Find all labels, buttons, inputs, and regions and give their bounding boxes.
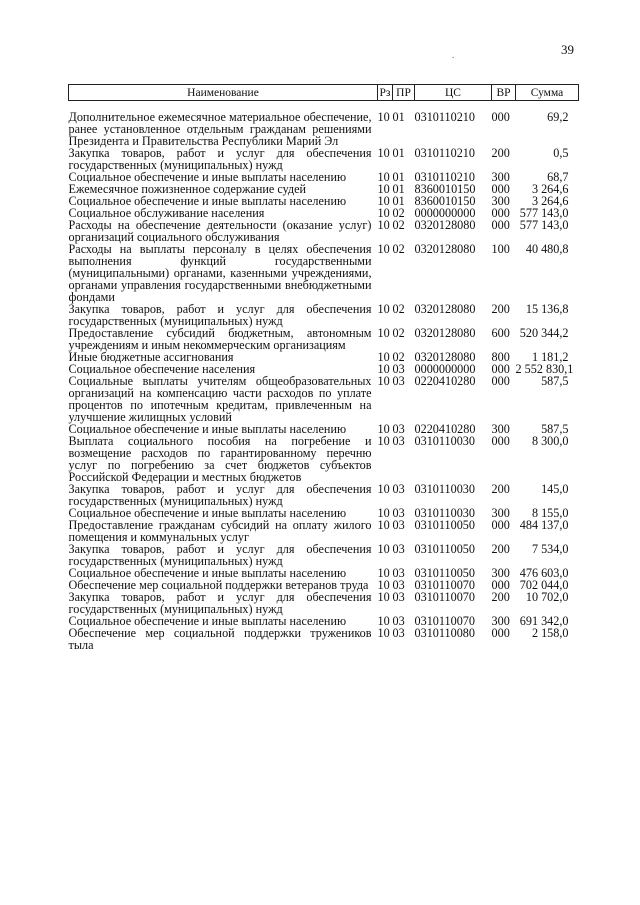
cell-vr: 200 xyxy=(491,590,510,604)
cell-name: Ежемесячное пожизненное содержание судей xyxy=(68,182,307,196)
cell-vr: 300 xyxy=(491,422,510,436)
cell-vr: 000 xyxy=(491,182,510,196)
cell-cs: 0220410280 xyxy=(414,374,476,388)
cell-rz: 10 xyxy=(377,326,390,340)
cell-sum: 10 702,0 xyxy=(525,590,569,604)
cell-vr: 300 xyxy=(491,614,510,628)
cell-rz: 10 xyxy=(377,422,390,436)
cell-name: Иные бюджетные ассигнования xyxy=(68,350,234,364)
cell-cs: 0320128080 xyxy=(414,218,476,232)
cell-vr: 200 xyxy=(491,146,510,160)
cell-pr: 02 xyxy=(392,242,405,256)
cell-vr: 000 xyxy=(491,434,510,448)
cell-pr: 01 xyxy=(392,170,405,184)
cell-name: Расходы на выплаты персоналу в целях обеспечения выполнения функций государственными (муниципальными) органами, казенными учреждениями, органами управления государственными внебюджетными фондами xyxy=(68,242,372,304)
cell-sum: 145,0 xyxy=(541,482,569,496)
cell-rz: 10 xyxy=(377,542,390,556)
cell-name: Социальное обеспечение и иные выплаты населению xyxy=(68,194,347,208)
table-row xyxy=(69,483,579,507)
cell-vr: 800 xyxy=(491,350,510,364)
cell-pr: 03 xyxy=(392,542,405,556)
cell-sum: 68,7 xyxy=(547,170,569,184)
table-row xyxy=(69,375,579,423)
cell-pr: 02 xyxy=(392,206,405,220)
cell-vr: 000 xyxy=(491,206,510,220)
table-header xyxy=(69,85,579,101)
cell-name: Закупка товаров, работ и услуг для обеспечения государственных (муниципальных) нужд xyxy=(68,482,372,508)
table-row xyxy=(69,327,579,351)
cell-vr: 200 xyxy=(491,302,510,316)
cell-rz: 10 xyxy=(377,194,390,208)
cell-rz: 10 xyxy=(377,590,390,604)
cell-vr: 000 xyxy=(491,362,510,376)
cell-cs: 0220410280 xyxy=(414,422,476,436)
cell-name: Социальное обеспечение и иные выплаты населению xyxy=(68,506,347,520)
cell-pr: 03 xyxy=(392,614,405,628)
cell-pr: 02 xyxy=(392,350,405,364)
cell-cs: 0310110070 xyxy=(414,590,475,604)
cell-rz: 10 xyxy=(377,206,390,220)
cell-rz: 10 xyxy=(377,110,390,124)
cell-pr: 03 xyxy=(392,482,405,496)
cell-cs: 0310110210 xyxy=(414,146,475,160)
cell-rz: 10 xyxy=(377,146,390,160)
cell-vr: 200 xyxy=(491,542,510,556)
cell-cs: 0310110070 xyxy=(414,614,475,628)
cell-name: Социальное обеспечение и иные выплаты населению xyxy=(68,422,347,436)
cell-pr: 03 xyxy=(392,590,405,604)
page-number: 39 xyxy=(561,42,574,57)
cell-pr: 01 xyxy=(392,146,405,160)
cell-vr: 300 xyxy=(491,566,510,580)
cell-name: Расходы на обеспечение деятельности (оказание услуг) организаций социального обслуживания xyxy=(68,218,372,244)
cell-name: Обеспечение мер социальной поддержки ветеранов труда xyxy=(68,578,369,592)
table-row xyxy=(69,591,579,615)
cell-sum: 7 534,0 xyxy=(531,542,569,556)
cell-cs: 0310110080 xyxy=(414,626,475,640)
cell-pr: 03 xyxy=(392,506,405,520)
cell-name: Закупка товаров, работ и услуг для обеспечения государственных (муниципальных) нужд xyxy=(68,542,372,568)
cell-rz: 10 xyxy=(377,614,390,628)
cell-vr: 200 xyxy=(491,482,510,496)
cell-name: Социальные выплаты учителям общеобразовательных организаций на компенсацию части расходов по уплате процентов по ипотечным кредитам, привлеченным на улучшение жилищных условий xyxy=(68,374,372,424)
cell-name: Обеспечение мер социальной поддержки тружеников тыла xyxy=(68,626,372,652)
table-row xyxy=(69,435,579,483)
cell-rz: 10 xyxy=(377,482,390,496)
cell-sum: 69,2 xyxy=(547,110,569,124)
cell-pr: 03 xyxy=(392,566,405,580)
cell-name: Предоставление гражданам субсидий на оплату жилого помещения и коммунальных услуг xyxy=(68,518,372,544)
cell-name: Закупка товаров, работ и услуг для обеспечения государственных (муниципальных) нужд xyxy=(68,590,372,616)
cell-pr: 03 xyxy=(392,422,405,436)
header-rz: Рз xyxy=(378,85,393,101)
table-row xyxy=(69,543,579,567)
cell-sum: 520 344,2 xyxy=(519,326,569,340)
cell-cs: 0320128080 xyxy=(414,242,476,256)
cell-rz: 10 xyxy=(377,242,390,256)
cell-vr: 100 xyxy=(491,242,510,256)
header-sum: Сумма xyxy=(516,85,579,101)
cell-vr: 300 xyxy=(491,170,510,184)
cell-rz: 10 xyxy=(377,518,390,532)
table-row xyxy=(69,147,579,171)
cell-rz: 10 xyxy=(377,302,390,316)
cell-cs: 0000000000 xyxy=(414,362,476,376)
table-row xyxy=(69,519,579,543)
cell-pr: 03 xyxy=(392,518,405,532)
cell-rz: 10 xyxy=(377,374,390,388)
cell-sum: 1 181,2 xyxy=(531,350,569,364)
cell-pr: 01 xyxy=(392,194,405,208)
cell-name: Выплата социального пособия на погребение и возмещение расходов по гарантированному перечню услуг по погребению за счет бюджетов субъектов Российской Федерации и местных бюджетов xyxy=(68,434,372,484)
cell-name: Социальное обслуживание населения xyxy=(68,206,265,220)
cell-vr: 000 xyxy=(491,374,510,388)
header-vr: ВР xyxy=(492,85,516,101)
cell-sum: 3 264,6 xyxy=(531,194,569,208)
cell-sum: 2 158,0 xyxy=(531,626,569,640)
cell-vr: 300 xyxy=(491,506,510,520)
cell-cs: 0310110050 xyxy=(414,566,475,580)
cell-rz: 10 xyxy=(377,218,390,232)
cell-rz: 10 xyxy=(377,362,390,376)
table-row xyxy=(69,101,579,148)
cell-pr: 02 xyxy=(392,302,405,316)
cell-name: Предоставление субсидий бюджетным, автономным учреждениям и иным некоммерческим организациям xyxy=(68,326,372,352)
cell-vr: 000 xyxy=(491,110,510,124)
cell-name: Дополнительное ежемесячное материальное обеспечение, ранее установленное отдельным гражданам решениями Президента и Правительства Республики Марий Эл xyxy=(68,110,372,148)
cell-cs: 0310110070 xyxy=(414,578,475,592)
cell-pr: 01 xyxy=(392,182,405,196)
scan-dot: . xyxy=(452,50,455,60)
cell-cs: 0310110030 xyxy=(414,482,475,496)
cell-cs: 0310110050 xyxy=(414,542,475,556)
table-row xyxy=(69,243,579,303)
table-row xyxy=(69,219,579,243)
cell-pr: 02 xyxy=(392,326,405,340)
cell-rz: 10 xyxy=(377,506,390,520)
cell-pr: 03 xyxy=(392,362,405,376)
cell-pr: 03 xyxy=(392,626,405,640)
budget-table xyxy=(68,84,579,651)
cell-sum: 8 300,0 xyxy=(531,434,569,448)
cell-name: Закупка товаров, работ и услуг для обеспечения государственных (муниципальных) нужд xyxy=(68,302,372,328)
cell-cs: 0310110030 xyxy=(414,434,475,448)
cell-name: Закупка товаров, работ и услуг для обеспечения государственных (муниципальных) нужд xyxy=(68,146,372,172)
cell-vr: 300 xyxy=(491,194,510,208)
cell-sum: 40 480,8 xyxy=(525,242,569,256)
cell-name: Социальное обеспечение и иные выплаты населению xyxy=(68,614,347,628)
cell-vr: 000 xyxy=(491,218,510,232)
cell-sum: 15 136,8 xyxy=(525,302,569,316)
cell-sum: 476 603,0 xyxy=(519,566,569,580)
cell-sum: 3 264,6 xyxy=(531,182,569,196)
cell-rz: 10 xyxy=(377,434,390,448)
cell-sum: 702 044,0 xyxy=(519,578,569,592)
cell-cs: 0320128080 xyxy=(414,326,476,340)
cell-rz: 10 xyxy=(377,182,390,196)
cell-sum: 2 552 830,1 xyxy=(515,362,574,376)
cell-cs: 0310110050 xyxy=(414,518,475,532)
table-row xyxy=(69,303,579,327)
cell-pr: 01 xyxy=(392,110,405,124)
cell-sum: 577 143,0 xyxy=(519,218,569,232)
cell-cs: 0310110030 xyxy=(414,506,475,520)
cell-sum: 587,5 xyxy=(541,422,569,436)
cell-name: Социальное обеспечение и иные выплаты населению xyxy=(68,566,347,580)
cell-vr: 600 xyxy=(491,326,510,340)
cell-pr: 02 xyxy=(392,218,405,232)
table-row xyxy=(69,627,579,651)
table-body xyxy=(69,101,579,652)
cell-cs: 0320128080 xyxy=(414,302,476,316)
cell-cs: 8360010150 xyxy=(414,194,476,208)
cell-cs: 0320128080 xyxy=(414,350,476,364)
header-name: Наименование xyxy=(69,85,378,101)
cell-vr: 000 xyxy=(491,518,510,532)
cell-sum: 577 143,0 xyxy=(519,206,569,220)
header-pr: ПР xyxy=(393,85,415,101)
cell-rz: 10 xyxy=(377,566,390,580)
cell-rz: 10 xyxy=(377,170,390,184)
cell-cs: 0000000000 xyxy=(414,206,476,220)
cell-cs: 8360010150 xyxy=(414,182,476,196)
cell-vr: 000 xyxy=(491,626,510,640)
cell-rz: 10 xyxy=(377,578,390,592)
cell-sum: 0,5 xyxy=(553,146,569,160)
cell-pr: 03 xyxy=(392,434,405,448)
cell-sum: 8 155,0 xyxy=(531,506,569,520)
cell-vr: 000 xyxy=(491,578,510,592)
cell-name: Социальное обеспечение и иные выплаты населению xyxy=(68,170,347,184)
cell-name: Социальное обеспечение населения xyxy=(68,362,256,376)
cell-sum: 587,5 xyxy=(541,374,569,388)
cell-rz: 10 xyxy=(377,350,390,364)
cell-sum: 484 137,0 xyxy=(519,518,569,532)
cell-rz: 10 xyxy=(377,626,390,640)
cell-pr: 03 xyxy=(392,374,405,388)
cell-pr: 03 xyxy=(392,578,405,592)
header-cs: ЦС xyxy=(415,85,492,101)
cell-cs: 0310110210 xyxy=(414,110,475,124)
cell-sum: 691 342,0 xyxy=(519,614,569,628)
cell-cs: 0310110210 xyxy=(414,170,475,184)
